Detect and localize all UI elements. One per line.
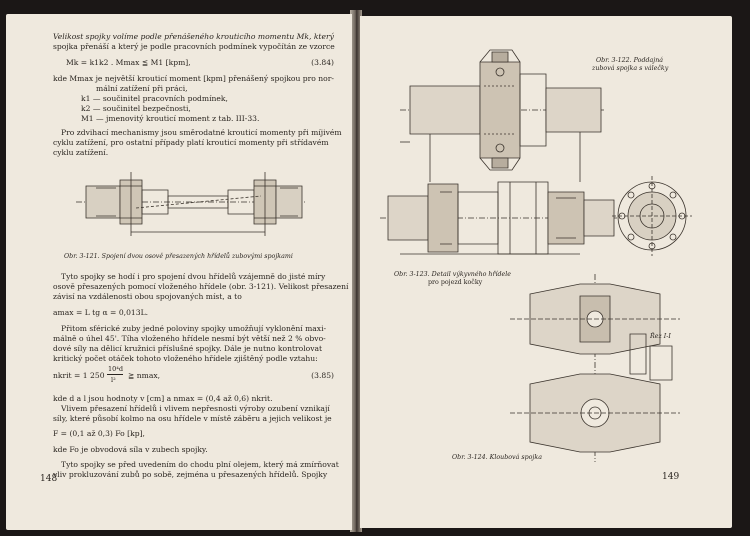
para1-line1: Velikost spojky volíme podle přenášeného krouticího momentu Mk, který [53, 32, 334, 41]
figure-3-124-drawing [510, 274, 680, 462]
para5-line2: málně o úhel 45'. Tíha vloženého hřídele nesmí být větší než 2 % obvo- [53, 334, 326, 343]
figure-3-121-caption: Obr. 3-121. Spojení dvou osově přesazených hřídelů zubovými spojkami [64, 253, 293, 260]
para2-line1: kde Mmax je největší krouticí moment [kpm] přenášený spojkou pro nor- [53, 74, 334, 83]
para5-line3: dové síly na dělicí kružnici příslušné spojky. Dále je nutno kontrolovat [53, 344, 323, 353]
section-label: Řez I-I [650, 333, 671, 340]
para4-line1: Tyto spojky se hodí i pro spojení dvou hřídelů vzájemně do jisté míry [61, 272, 326, 281]
right-page [360, 16, 732, 528]
para5-line4: kritický počet otáček tohoto vloženého hřídele zjištěný podle vztahu: [53, 354, 318, 363]
definition-k1: k1 — součinitel pracovních podmínek, [81, 94, 228, 103]
para3-line3: cyklu zatížení. [53, 148, 109, 157]
equation-3-85-right: ≧ nmax, [128, 371, 161, 380]
para8-line1: Tyto spojky se před uvedením do chodu plní olejem, který má zmírňovat [61, 460, 339, 469]
para6-line1: kde d a l jsou hodnoty v [cm] a nmax = (0,4 až 0,6) nkrit. [53, 394, 273, 403]
para8-line2: vliv prokluzování zubů po sobě, zejména u přesazených hřídelů. Spojky [53, 470, 328, 479]
para2-line2: mální zatížení při práci, [96, 84, 188, 93]
para1-line2: spojka přenáší a který je podle pracovních podmínek vypočítán ze vzorce [53, 42, 335, 51]
para4-line3: závisí na vzdálenosti obou spojovaných míst, a to [53, 292, 242, 301]
figure-3-121-drawing [76, 166, 306, 246]
equation-number-3-85: (3.85) [311, 371, 334, 380]
equation-3-84: Mk = k1k2 . Mmax ≦ M1 [kpm], [66, 58, 191, 67]
equation-3-85-denominator: l² [111, 376, 116, 384]
fraction-bar [107, 374, 123, 375]
figure-3-123-drawing [380, 174, 620, 262]
figure-3-124-caption: Obr. 3-124. Kloubová spojka [452, 454, 542, 461]
para7: kde Fo je obvodová síla v zubech spojky. [53, 445, 208, 454]
para6-line3: síly, které působí kolmo na osu hřídele v místě záběru a jejich velikost je [53, 414, 332, 423]
page-number-left: 148 [40, 474, 58, 484]
equation-force: F = (0,1 až 0,3) Fo [kp], [53, 429, 145, 438]
para6-line2: Vlivem přesazení hřídelů i vlivem nepřesnosti výroby ozubení vznikají [61, 404, 330, 413]
figure-3-122-caption-line1: Obr. 3-122. Poddajná [596, 57, 664, 64]
figure-3-123-caption-line1: Obr. 3-123. Detail výkyvného hřídele [394, 271, 512, 278]
para5-line1: Přitom sférické zuby jedné poloviny spojky umožňují vyklonění maxi- [61, 324, 327, 333]
equation-a-max: amax = L tg α = 0,013L. [53, 308, 149, 317]
left-page [6, 14, 352, 530]
figure-3-122-caption-line2: zubová spojka s válečky [592, 65, 669, 72]
equation-3-85-numerator: 10⁴d [108, 365, 124, 373]
figure-3-123-caption-line2: pro pojezd kočky [428, 279, 483, 286]
para3-line1: Pro zdvihací mechanismy jsou směrodatné krouticí momenty při míjivém [61, 128, 342, 137]
page-number-right: 149 [662, 472, 680, 482]
definition-m1: M1 — jmenovitý krouticí moment z tab. III-33. [81, 114, 260, 123]
equation-number-3-84: (3.84) [311, 58, 334, 67]
figure-3-122-drawing [400, 42, 610, 192]
para4-line2: osově přesazených pomocí vloženého hřídele (obr. 3-121). Velikost přesazení [53, 282, 349, 291]
figure-3-123-end-view [612, 176, 692, 256]
equation-3-85-left: nkrit = 1 250 [53, 371, 105, 380]
definition-k2: k2 — součinitel bezpečnosti, [81, 104, 191, 113]
para3-line2: cyklu zatížení, pro ostatní případy platí krouticí momenty při střídavém [53, 138, 329, 147]
